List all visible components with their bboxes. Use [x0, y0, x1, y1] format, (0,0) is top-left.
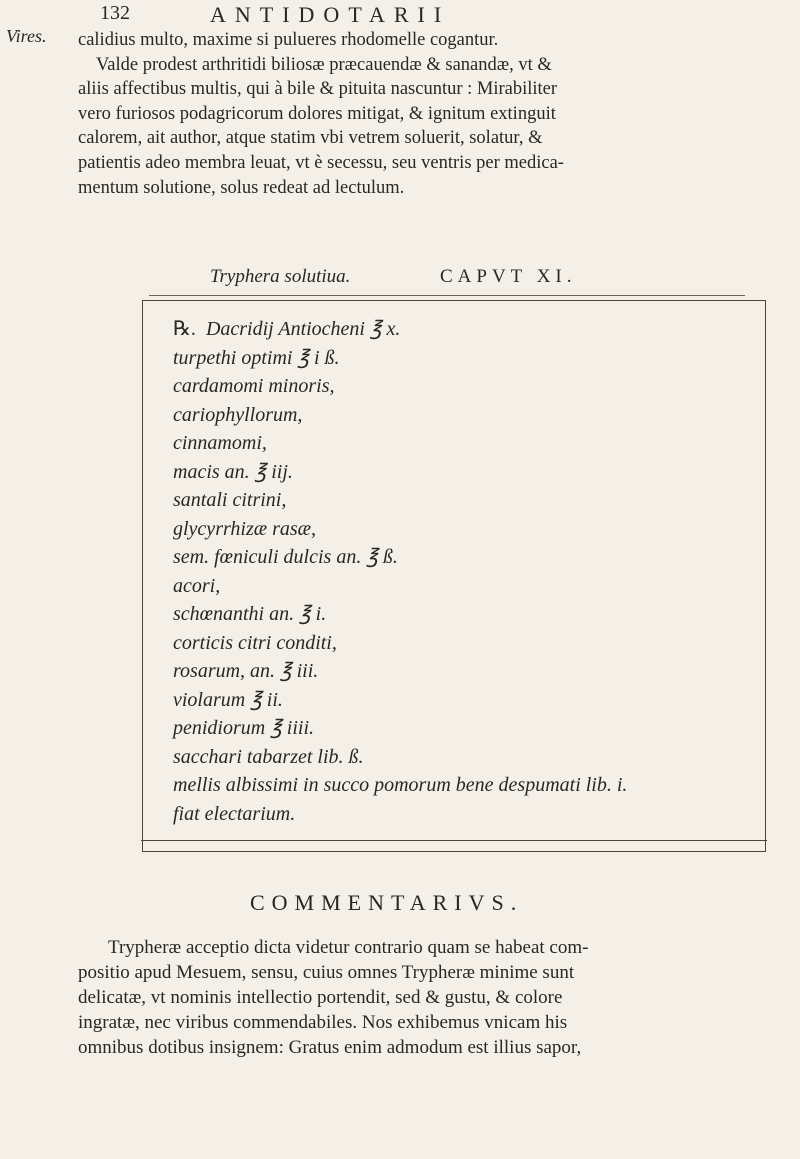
recipe-line: cinnamomi,	[173, 432, 267, 454]
running-title: ANTIDOTARII	[210, 2, 451, 27]
recipe-line: cardamomi minoris,	[173, 375, 335, 397]
intro-line: vero furiosos podagricorum dolores mitigat, & ignitum extinguit	[78, 103, 556, 124]
commentary-heading: COMMENTARIVS.	[250, 890, 524, 915]
recipe-line: sacchari tabarzet lib. ß.	[173, 745, 364, 768]
commentary-line: positio apud Mesuem, sensu, cuius omnes Trypheræ minime sunt	[78, 962, 575, 983]
chapter-heading	[210, 266, 660, 288]
recipe-ingredient: Dacridij Antiocheni ℥ x.	[205, 318, 401, 340]
commentary-line: ingratæ, nec viribus commendabiles. Nos exhibemus vnicam his	[78, 1012, 568, 1033]
page-header	[100, 2, 740, 30]
chapter-number: CAPVT XI.	[440, 266, 577, 287]
recipe-line: glycyrrhizæ rasæ,	[173, 517, 316, 540]
intro-line: mentum solutione, solus redeat ad lectulum.	[78, 177, 405, 198]
recipe-frame	[142, 300, 766, 852]
recipe-line: macis an. ℥ iij.	[173, 460, 293, 483]
recipe-line: violarum ℥ ii.	[173, 688, 283, 711]
recipe-line: fiat electarium.	[173, 802, 296, 825]
recipe-line: turpethi optimi ℥ i ß.	[173, 346, 340, 369]
margin-note: Vires.	[6, 26, 47, 46]
frame-rule-top	[149, 295, 745, 296]
commentary-line: omnibus dotibus insignem: Gratus enim admodum est illius sapor,	[78, 1037, 582, 1058]
recipe-line: rosarum, an. ℥ iii.	[173, 660, 319, 682]
intro-line: calorem, ait author, atque statim vbi vetrem soluerit, solatur, &	[78, 128, 543, 149]
intro-line: Valde prodest arthritidi biliosæ præcauendæ & sanandæ, vt &	[96, 54, 552, 75]
commentary-line: delicatæ, vt nominis intellectio portendit, sed & gustu, & colore	[78, 987, 563, 1008]
commentary-line: Trypheræ acceptio dicta videtur contrario quam se habeat com-	[108, 937, 589, 958]
recipe-list	[173, 315, 773, 828]
intro-line: patientis adeo membra leuat, vt è secessu, seu ventris per medica-	[78, 152, 564, 173]
intro-line: calidius multo, maxime si pulueres rhodomelle cogantur.	[78, 30, 499, 50]
recipe-line	[173, 315, 773, 344]
page-number: 132	[100, 2, 130, 24]
recipe-line: schœnanthi an. ℥ i.	[173, 603, 327, 625]
recipe-line: corticis citri conditi,	[173, 631, 337, 654]
intro-paragraph	[78, 28, 778, 200]
recipe-line: sem. fœniculi dulcis an. ℥ ß.	[173, 546, 398, 568]
recipe-line: santali citrini,	[173, 489, 287, 511]
intro-line: aliis affectibus multis, qui à bile & pituita nascuntur : Mirabiliter	[78, 79, 558, 100]
recipe-line: acori,	[173, 574, 221, 597]
recipe-title: Tryphera solutiua.	[210, 266, 351, 287]
recipe-line: cariophyllorum,	[173, 403, 303, 426]
recipe-symbol: ℞.	[173, 318, 196, 340]
recipe-line: mellis albissimi in succo pomorum bene despumati lib. i.	[173, 774, 628, 796]
commentary-paragraph	[78, 935, 778, 1060]
recipe-line: penidiorum ℥ iiii.	[173, 717, 314, 739]
frame-rule-bottom	[141, 840, 767, 841]
